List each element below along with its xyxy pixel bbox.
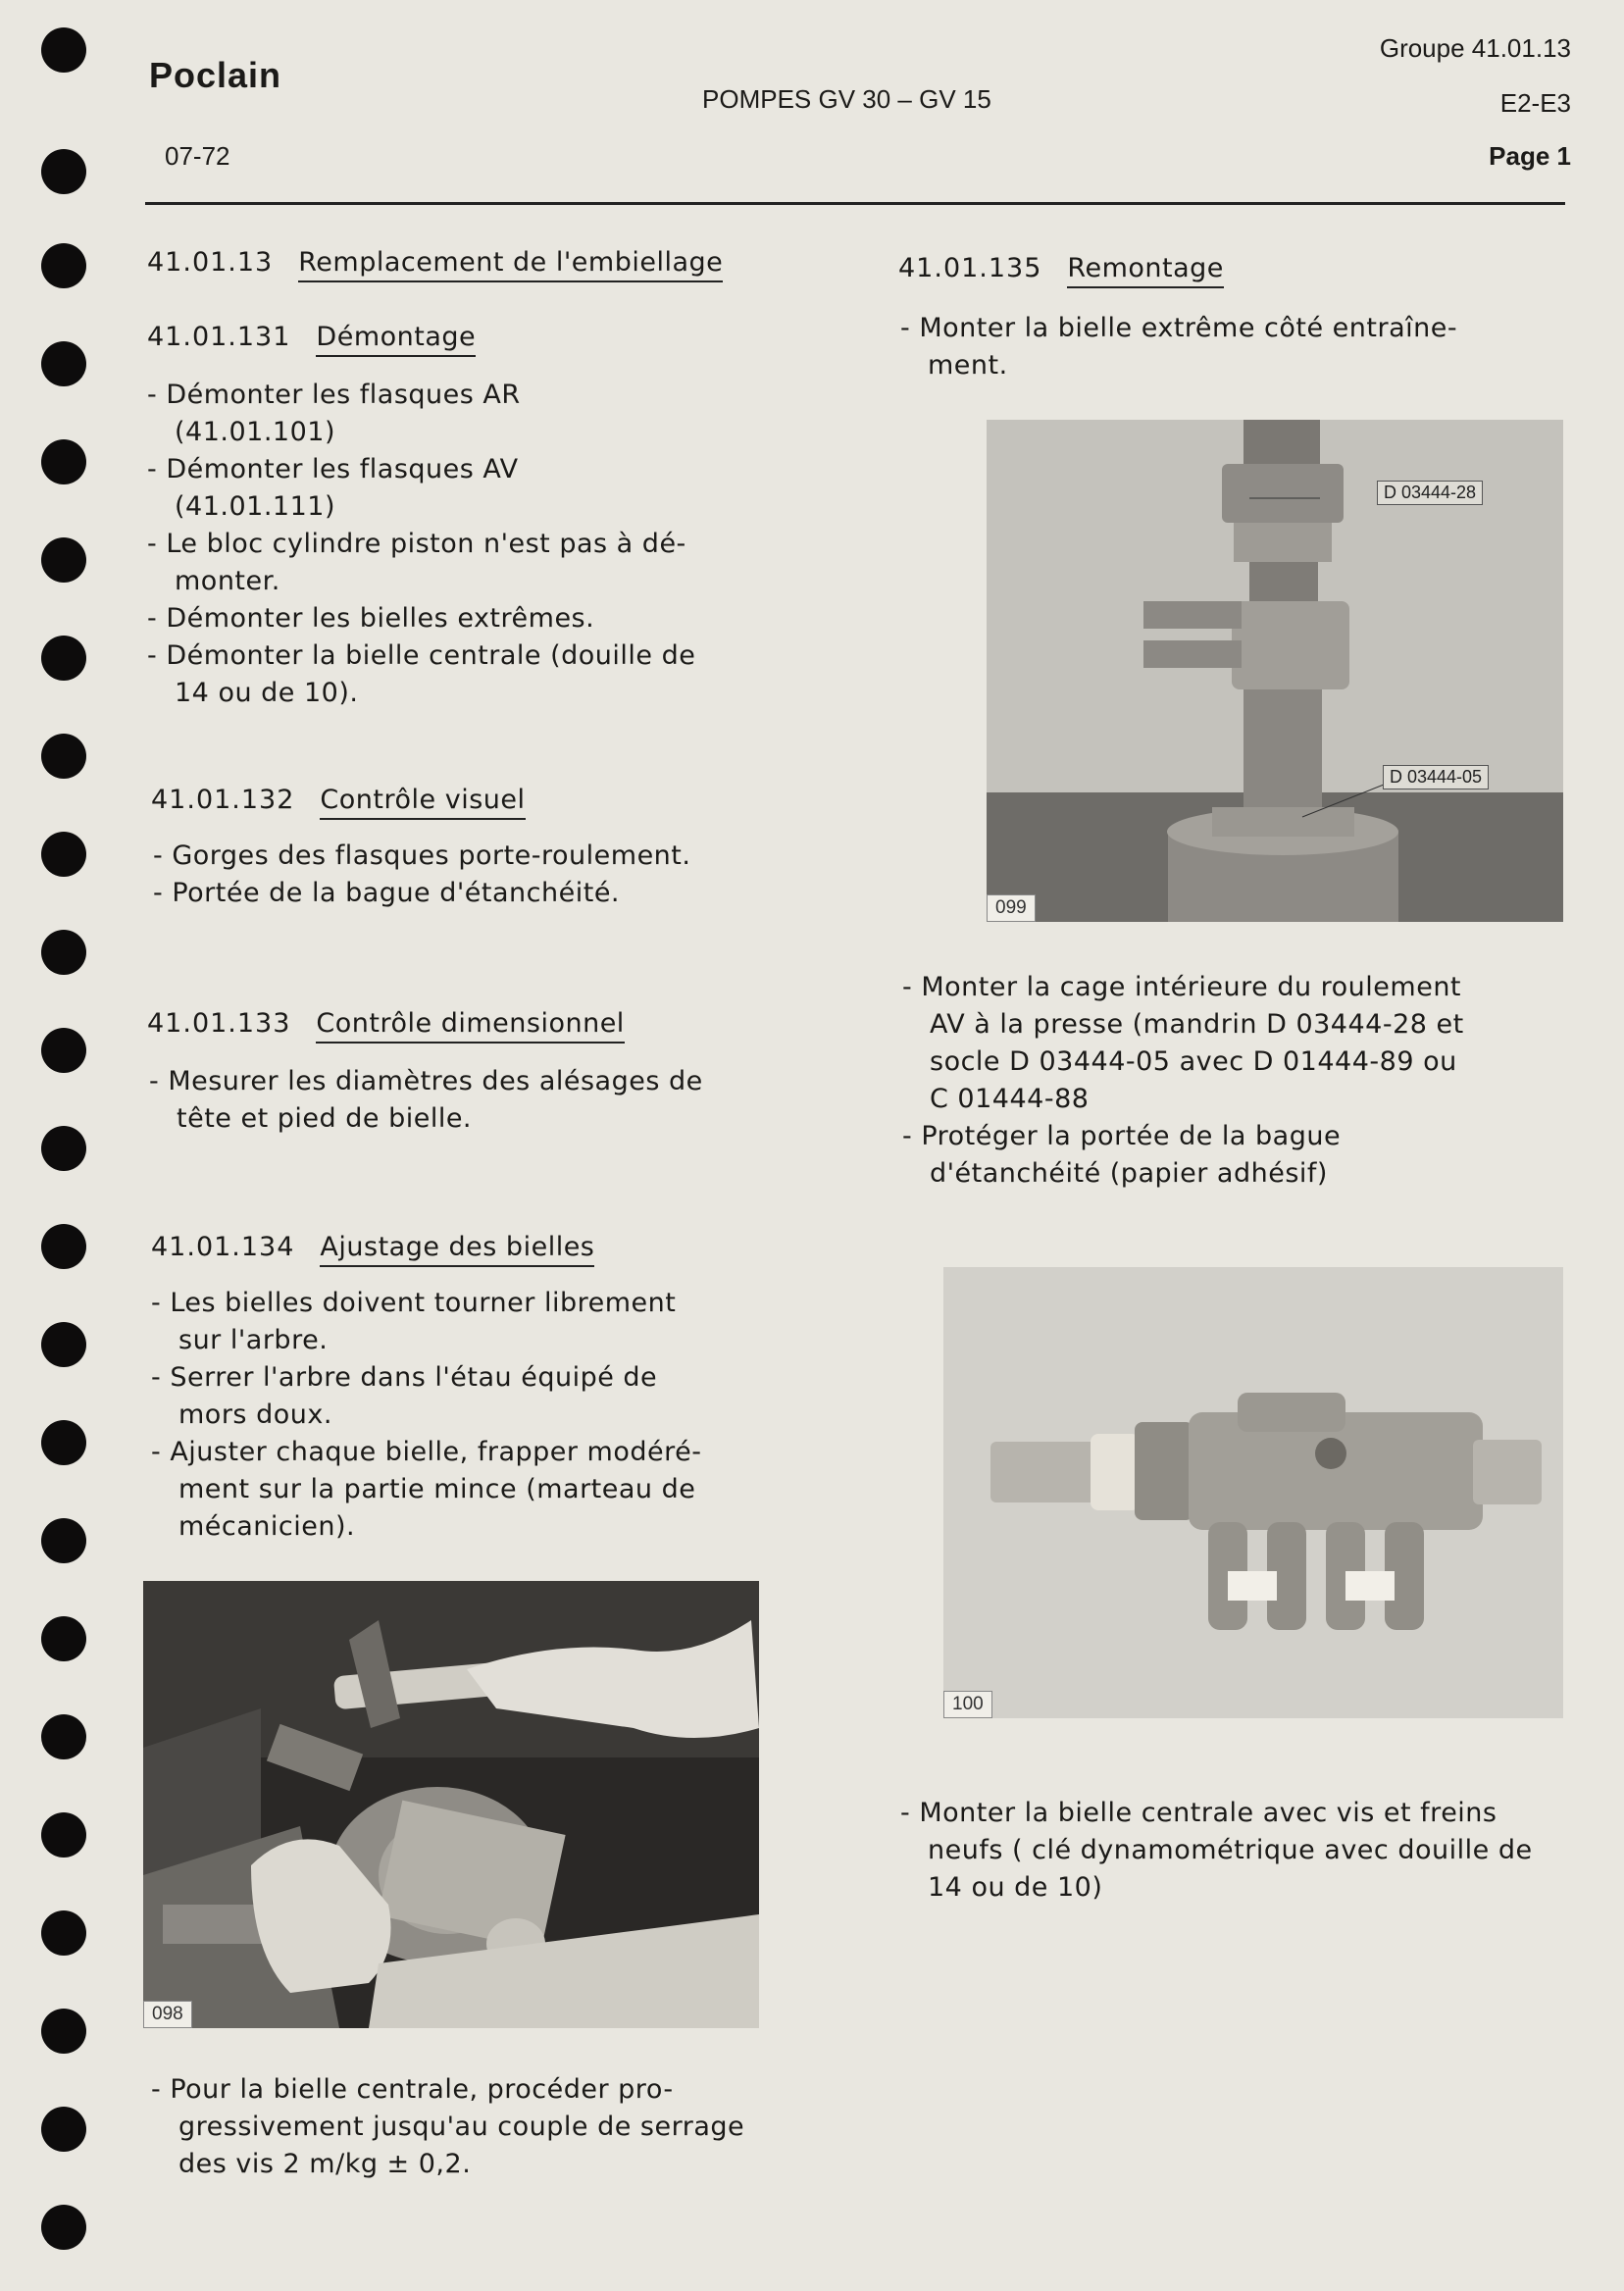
binder-hole: [41, 832, 86, 877]
document-title: POMPES GV 30 – GV 15: [702, 84, 991, 114]
date-code: 07-72: [165, 141, 230, 171]
controle-dimensionnel-items: [149, 1063, 757, 1138]
binder-hole: [41, 27, 86, 73]
section-heading-41-01-132: [151, 785, 526, 820]
text-line: gressivement jusqu'au couple de serrage: [178, 2112, 745, 2142]
photo-number: 099: [987, 894, 1036, 922]
edition-code: E2-E3: [1499, 88, 1571, 118]
remontage-intro: [900, 310, 1528, 384]
section-title: Contrôle visuel: [320, 785, 525, 820]
photo-number: 098: [143, 2001, 192, 2028]
binder-hole: [41, 1812, 86, 1858]
text-line: - Le bloc cylindre piston n'est pas à dé-: [147, 529, 686, 559]
text-line: ment.: [928, 350, 1008, 381]
text-line: ment sur la partie mince (marteau de: [178, 1474, 696, 1504]
binder-hole: [41, 2009, 86, 2054]
reference-mandrel: D 03444-28: [1377, 481, 1483, 505]
text-line: - Ajuster chaque bielle, frapper modéré-: [151, 1437, 702, 1467]
text-line: monter.: [175, 566, 280, 596]
photo-hammer-adjusting-rod: [143, 1581, 759, 2028]
photo-shaft-assembly: [943, 1267, 1563, 1718]
text-line: AV à la presse (mandrin D 03444-28 et: [930, 1009, 1464, 1040]
group-number: Groupe 41.01.13: [1379, 33, 1571, 63]
text-line: (41.01.111): [175, 491, 335, 522]
binder-hole: [41, 1714, 86, 1759]
ajustage-steps: [151, 1285, 759, 1546]
text-line: - Pour la bielle centrale, procéder pro-: [151, 2074, 674, 2105]
text-line: C 01444-88: [930, 1084, 1090, 1114]
text-line: socle D 03444-05 avec D 01444-89 ou: [930, 1046, 1457, 1077]
text-line: - Démonter les flasques AR: [147, 380, 521, 410]
binder-hole: [41, 1420, 86, 1465]
text-line: - Serrer l'arbre dans l'étau équipé de: [151, 1362, 658, 1393]
text-line: 14 ou de 10): [928, 1872, 1103, 1903]
section-number: 41.01.13: [147, 247, 274, 278]
section-number: 41.01.131: [147, 322, 291, 352]
text-line: - Gorges des flasques porte-roulement.: [153, 840, 691, 871]
controle-visuel-items: [153, 838, 761, 912]
section-title: Remplacement de l'embiellage: [298, 247, 723, 282]
binder-hole: [41, 2205, 86, 2250]
binder-hole: [41, 1224, 86, 1269]
text-line: neufs ( clé dynamométrique avec douille de: [928, 1835, 1533, 1865]
text-line: - Monter la bielle extrême côté entraîne-: [900, 313, 1458, 343]
text-line: des vis 2 m/kg ± 0,2.: [178, 2149, 472, 2179]
header-rule: [145, 202, 1565, 205]
text-line: - Les bielles doivent tourner librement: [151, 1288, 677, 1318]
text-line: - Démonter les bielles extrêmes.: [147, 603, 595, 634]
section-title: Contrôle dimensionnel: [316, 1008, 624, 1044]
section-title: Remontage: [1067, 253, 1223, 288]
binder-hole: [41, 734, 86, 779]
text-line: - Démonter les flasques AV: [147, 454, 519, 484]
photo-number: 100: [943, 1691, 992, 1718]
text-line: d'étanchéité (papier adhésif): [930, 1158, 1328, 1189]
text-line: - Monter la cage intérieure du roulement: [902, 972, 1462, 1002]
section-title: Démontage: [316, 322, 476, 357]
binder-hole: [41, 439, 86, 484]
text-line: tête et pied de bielle.: [177, 1103, 473, 1134]
section-number: 41.01.133: [147, 1008, 291, 1039]
section-heading-41-01-133: [147, 1008, 625, 1044]
binder-hole: [41, 930, 86, 975]
text-line: - Portée de la bague d'étanchéité.: [153, 878, 621, 908]
section-heading-41-01-135: [898, 253, 1224, 288]
section-heading-41-01-134: [151, 1232, 594, 1267]
page-number: Page 1: [1489, 141, 1571, 171]
text-line: sur l'arbre.: [178, 1325, 329, 1355]
binder-hole: [41, 636, 86, 681]
text-line: mors doux.: [178, 1400, 332, 1430]
binder-hole: [41, 1126, 86, 1171]
text-line: - Mesurer les diamètres des alésages de: [149, 1066, 703, 1096]
text-line: mécanicien).: [178, 1511, 356, 1542]
section-heading-41-01-131: [147, 322, 476, 357]
section-heading-41-01-13: [147, 247, 723, 282]
section-number: 41.01.132: [151, 785, 295, 815]
reference-base: D 03444-05: [1383, 765, 1489, 789]
brand-logo: Poclain: [149, 55, 282, 95]
demontage-steps: [147, 377, 755, 712]
section-number: 41.01.135: [898, 253, 1042, 283]
text-line: 14 ou de 10).: [175, 678, 359, 708]
binder-hole: [41, 149, 86, 194]
bielle-centrale-note: [151, 2071, 759, 2183]
binder-hole: [41, 2107, 86, 2152]
binder-hole: [41, 1028, 86, 1073]
remontage-cage-steps: [902, 969, 1549, 1193]
photo-098-image: [143, 1581, 759, 2028]
binder-hole: [41, 1518, 86, 1563]
binder-hole: [41, 243, 86, 288]
remontage-bielle-centrale: [900, 1795, 1567, 1907]
binder-hole: [41, 1910, 86, 1956]
text-line: - Protéger la portée de la bague: [902, 1121, 1342, 1151]
binder-hole: [41, 537, 86, 583]
photo-100-image: [943, 1267, 1563, 1718]
binder-hole: [41, 1322, 86, 1367]
section-title: Ajustage des bielles: [320, 1232, 594, 1267]
text-line: - Démonter la bielle centrale (douille de: [147, 640, 696, 671]
binder-hole: [41, 341, 86, 386]
binder-hole: [41, 1616, 86, 1661]
text-line: (41.01.101): [175, 417, 335, 447]
text-line: - Monter la bielle centrale avec vis et freins: [900, 1798, 1497, 1828]
section-number: 41.01.134: [151, 1232, 295, 1262]
photo-press-mandrel: [987, 420, 1563, 922]
